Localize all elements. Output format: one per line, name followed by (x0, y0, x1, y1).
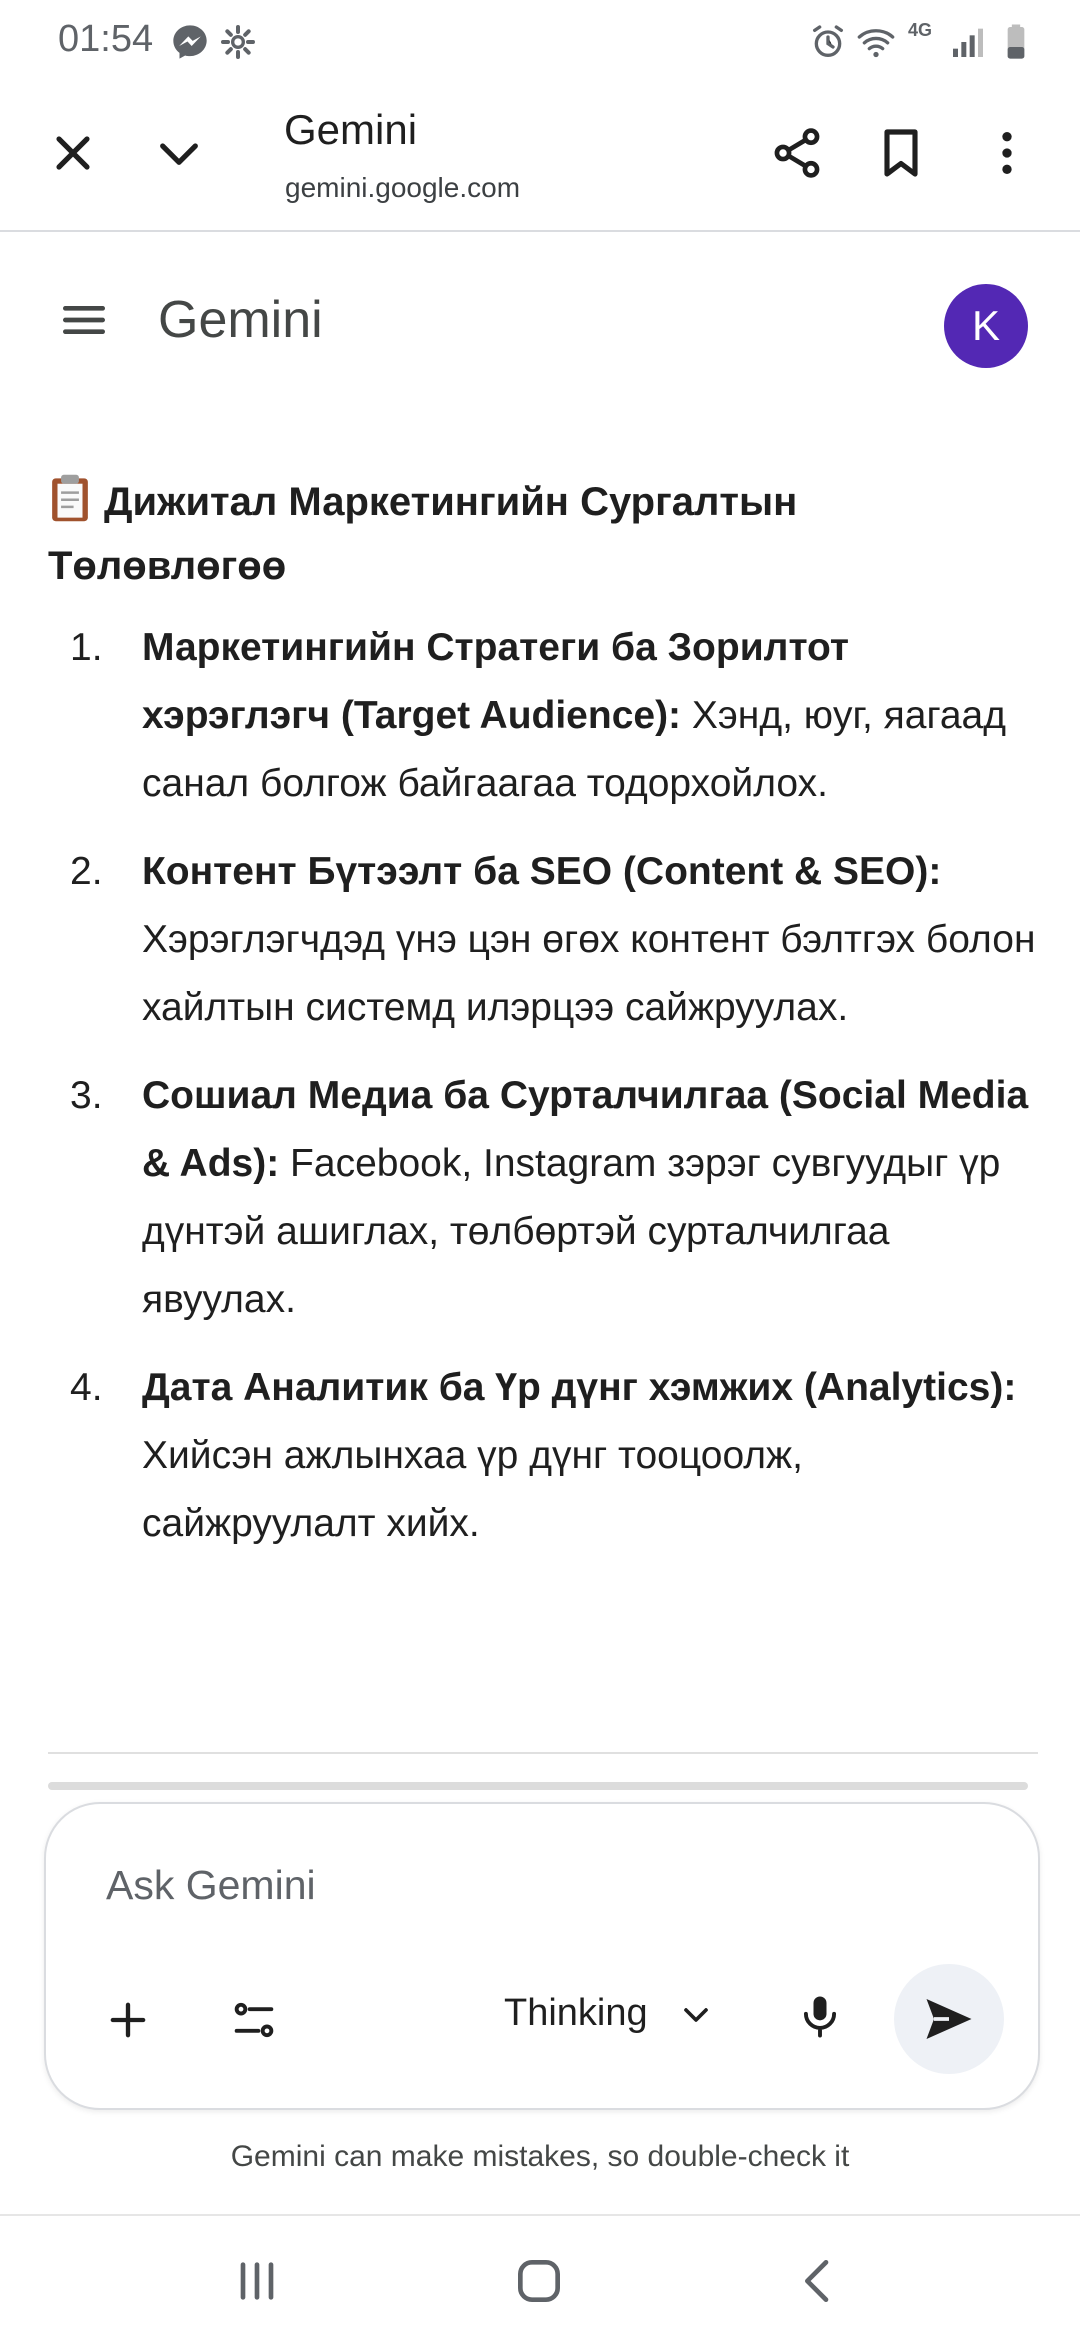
plan-heading (48, 470, 1038, 598)
hamburger-icon (56, 292, 112, 348)
home-icon (511, 2253, 567, 2309)
more-vert-icon (979, 125, 1035, 181)
recent-apps-button[interactable] (222, 2246, 292, 2316)
messenger-icon (170, 22, 210, 62)
item-number: 1. (70, 626, 103, 669)
plan-list (48, 614, 1038, 1558)
chevron-down-icon (676, 1995, 716, 2035)
disclaimer: Gemini can make mistakes, so double-check it (230, 2140, 850, 2173)
wifi-icon (856, 22, 896, 62)
microphone-button[interactable] (784, 1980, 856, 2052)
minimize-button[interactable] (144, 118, 214, 188)
home-button[interactable] (504, 2246, 574, 2316)
status-time: 01:54 (58, 18, 154, 60)
item-number: 4. (70, 1366, 103, 1409)
send-icon (919, 1989, 979, 2049)
mode-selector[interactable] (504, 1992, 716, 2035)
bookmark-icon (873, 125, 929, 181)
mode-label: Thinking (504, 1992, 648, 2034)
plus-icon (102, 1994, 154, 2046)
back-icon (791, 2253, 847, 2309)
item-text: Хийсэн ажлынхаа үр дүнг тооцоолж, сайжруулалт хийх. (142, 1434, 803, 1545)
settings-icon (218, 22, 258, 62)
item-text: Facebook, Instagram зэрэг сувгуудыг үр дүнтэй ашиглах, төлбөртэй сурталчилгаа явуулах. (142, 1142, 1001, 1321)
back-button[interactable] (784, 2246, 854, 2316)
gemini-header (0, 232, 1080, 412)
item-number: 2. (70, 850, 103, 893)
microphone-icon (794, 1990, 846, 2042)
item-heading: Маркетингийн Стратеги ба Зорилтот хэрэглэгч (Target Audience): (142, 626, 849, 737)
gemini-logo: Gemini (158, 291, 323, 349)
tools-button[interactable] (218, 1984, 290, 2056)
list-item (48, 614, 1038, 818)
divider (48, 1752, 1038, 1754)
status-bar (0, 0, 1080, 80)
network-type: 4G (908, 20, 933, 40)
page-title: Gemini (284, 106, 418, 153)
add-button[interactable] (92, 1984, 164, 2056)
browser-toolbar (0, 80, 1080, 232)
prompt-input[interactable]: Ask Gemini (106, 1862, 316, 1908)
more-options-button[interactable] (972, 118, 1042, 188)
item-text: Хэрэглэгчдэд үнэ цэн өгөх контент бэлтгэх болон хайлтын системд илэрцээ сайжруулах. (142, 918, 1036, 1029)
list-item (48, 1062, 1038, 1334)
plan-title: Дижитал Маркетингийн Сургалтын Төлөвлөгөө (48, 480, 798, 588)
clipboard-icon (48, 473, 92, 523)
item-heading: Сошиал Медиа ба Сурталчилгаа (Social Media & Ads): (142, 1074, 1029, 1185)
navigation-bar (0, 2214, 1080, 2342)
share-button[interactable] (762, 118, 832, 188)
close-icon (45, 125, 101, 181)
list-item (48, 1354, 1038, 1558)
recent-apps-icon (229, 2253, 285, 2309)
response-content (48, 470, 1038, 1578)
item-number: 3. (70, 1074, 103, 1117)
close-button[interactable] (38, 118, 108, 188)
list-item (48, 838, 1038, 1042)
share-icon (769, 125, 825, 181)
prompt-box[interactable] (44, 1802, 1040, 2110)
bookmark-button[interactable] (866, 118, 936, 188)
avatar[interactable]: K (944, 284, 1028, 368)
battery-icon (996, 22, 1036, 62)
scrolled-text-remnant (48, 1772, 1028, 1798)
send-button[interactable] (894, 1964, 1004, 2074)
page-url: gemini.google.com (285, 172, 521, 203)
item-heading: Дата Аналитик ба Үр дүнг хэмжих (Analytics): (142, 1366, 1017, 1409)
chevron-down-icon (151, 125, 207, 181)
item-text: Хэнд, юуг, яагаад санал болгож байгаагаа тодорхойлох. (142, 694, 1006, 805)
alarm-icon (808, 22, 848, 62)
tune-icon (228, 1994, 280, 2046)
menu-button[interactable] (56, 292, 112, 348)
item-heading: Контент Бүтээлт ба SEO (Content & SEO): (142, 850, 942, 893)
signal-icon (948, 22, 988, 62)
